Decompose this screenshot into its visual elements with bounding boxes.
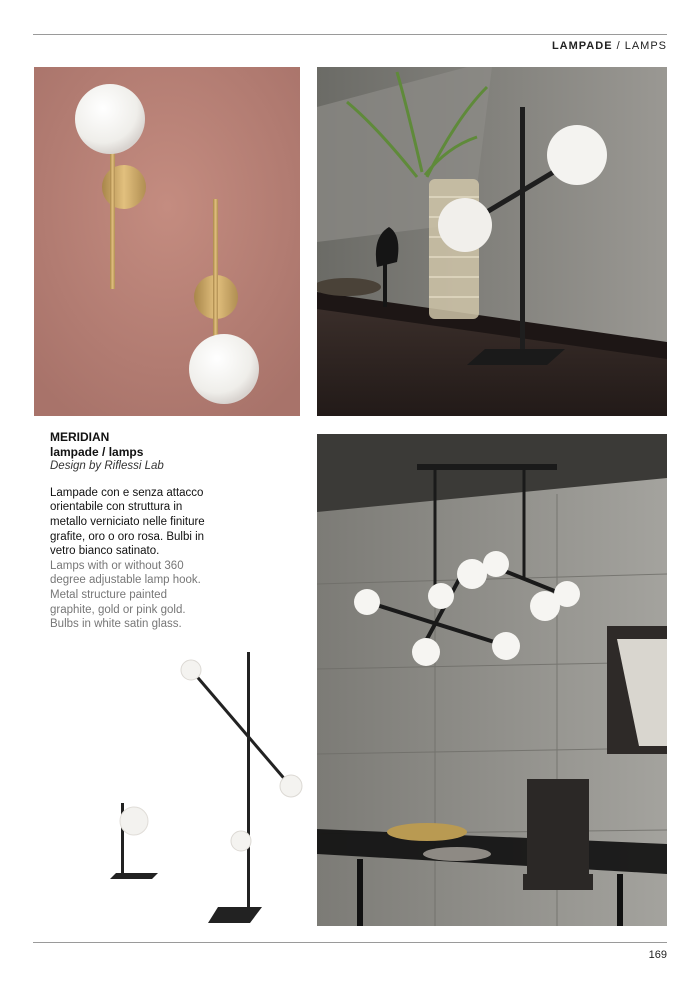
design-credit: Design by Riflessi Lab — [50, 460, 164, 473]
photo-table-lamp-interior — [317, 67, 667, 416]
section-title-en: LAMPS — [624, 40, 667, 52]
page-number: 169 — [648, 949, 667, 961]
top-rule — [33, 34, 667, 35]
bottom-rule — [33, 942, 667, 943]
section-separator: / — [612, 40, 625, 52]
section-header — [552, 40, 667, 52]
product-text — [50, 430, 210, 632]
product-name: MERIDIAN — [50, 430, 110, 444]
photo-wall-lamps — [34, 67, 300, 416]
photo-pendant-dining — [317, 434, 667, 926]
section-title-it: LAMPADE — [551, 40, 613, 52]
description-italian: Lampade con e senza attacco orientabile con struttura in metallo verniciato nelle finiture grafite, oro o oro rosa. Bulbi in vetro bianco satinato. — [50, 486, 205, 558]
description-english: Lamps with or without 360 degree adjustable lamp hook. Metal structure painted graphite, gold or pink gold. Bulbs in white satin glass. — [50, 559, 201, 631]
product-cutout-lamps — [100, 645, 310, 935]
product-subtitle: lampade / lamps — [50, 444, 144, 459]
